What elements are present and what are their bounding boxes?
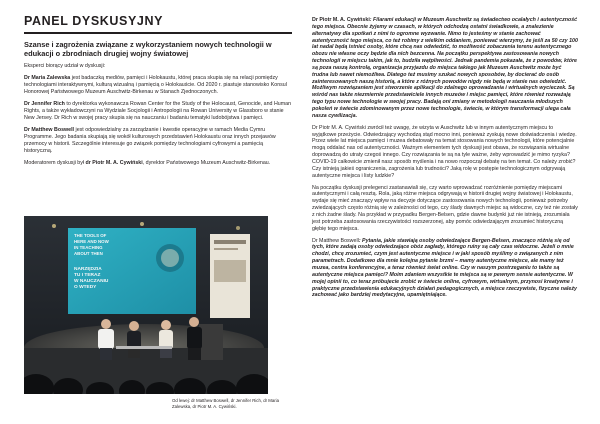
panelist-bio: to dyrektorka wykonawcza Rowan Center for the Study of the Holocaust, Genocide, and Human Rights, a także wykładowczyni na Wydziale Socjologii i Antropologii na Rowan University w Glassboro w stanie New Jersey. Dr Rich w swojej pracy skupia się na nauczaniu i badaniu tematyki ludobójstwa i pamięci.: [24, 101, 292, 121]
screen-text: NARZĘDZIA: [74, 267, 102, 272]
right-column: [312, 17, 578, 304]
screen-text: TU I TERAZ: [74, 273, 101, 278]
quote-text: : Filarami edukacji w Muzeum Auschwitz są świadectwo ocalałych i autentyczność tego miejsca. Obecnie żyjemy w czasach, w których odchodzą ostatni świadkowie, a znalezienie alternatywy dla spotkań z nimi to ogromne wyzwanie. Nimo to jesteśmy w stanie zachować autentyczność tego miejsca, co też robimy z wielkim oddaniem, poniewać wierzymy, że jeśli za 50 czy 100 lat nadal będą istnieć osoby, które chcą nas odwiedzić, to możliwość zobaczenia terenu autentycznego obozu nie własne oczy będzie dla nich bezcenna. Na początku perspektywa zastosowania nowych technologii w miejscu takim, jak to, budziła wątpliwości. Jednak pandemia pokazała, że z powodów, które są poza naszą kontrolą, organizacja przyjazdu do miejsca takiego jak Muzeum Auschwitz może być trudna lub nawet niemożliwa. Dlatego też musimy szukać nowych sposobów, by docierać do osób zainteresowanych naszą historią, a które z różnych powodów nigdy nie będą w stanie nas odwiedzić. Możliwym rozwiązaniem jest stworzenie aplikacji do zdalnego oprowadzania i wirtualnych wycieczek. Są wśród nas także niezmiernie przedstawiciele innych muzeów i miejsc pamięci, które również rozważają tego typu nowe technologie w swojej pracy. Badają oni zmiany w metodologii nauczania młodszych pokoleń w świecie zdominowanym przez nowe technologie, świecie, w którym transformacji ulega cała nasza cywilizacja.: [312, 17, 578, 119]
screen-text: O WTEDY: [74, 285, 97, 290]
photo-caption: Od lewej: dr Matthew Boswell, dr Jennifer Rich, dr Maria Zalewska, dr Piotr M. A. Cywiński.: [172, 398, 279, 409]
article-subtitle: Szanse i zagrożenia związane z wykorzystaniem nowych technologii w edukacji o zbrodniach drugiej wojny światowej: [24, 39, 272, 58]
panel-photo: [24, 216, 268, 394]
panelist-bio-rich: [24, 101, 292, 122]
quote-boswell: [312, 238, 578, 300]
body-paragraph: Na początku dyskusji prelegenci zastanawiali się, czy warto wprowadzać rozróżnienie pomiędzy miejscami autentycznymi i całą resztą. Rola, jaką różne miejsca odgrywają w historii drugiej wojny światowej i Holokaustu, wydaje się mieć znaczący wpływ na decyzje dotyczące zastosowania nowych technologii, ponieważ potrzeby zwiedzających często różnią się w zależności od tego, czy ślady dawnych miejsc są widoczne, czy też nie zostały z nich żadne ślady. Na przykład w przypadku Bergen-Belsen, gdzie dawne budynki już nie istnieją, zrozumiała jest potrzeba zastosowania rzeczywistości rozszerzonej, aby pomóc odwiedzającym zrozumieć historyczną głębię tego miejsca.: [312, 184, 578, 232]
speaker-name: Dr Matthew Boswell: [312, 237, 359, 244]
panelist-figure: [127, 321, 141, 358]
panelist-bio: jest odpowiedzialny za zarządzanie i kwestie operacyjne w ramach Media Cymru Programme. Jego badania skupiają się wokół kulturowych przedstawień Holokaustu oraz innych przejawów przemocy w historii. Szczególnie interesuje go związek pomiędzy technologiami cyfrowymi a pamięcią historyczną.: [24, 127, 276, 154]
speaker-name: Dr Piotr M. A. Cywiński: [312, 17, 370, 23]
moderator-name: dr Piotr M. A. Cywiński: [85, 160, 143, 167]
panelist-bio-boswell: [24, 127, 292, 155]
body-paragraph: Dr Piotr M. A. Cywiński zwrócił też uwagę, że wizyta w Auschwitz lub w innym autentycznym miejscu to wyjątkowe przeżycie. Odwiedzający wychodzą stąd mocno inni, ponieważ zyskują nowe doświadczenia i wiedzę. Przez wiele lat miejsca pamięci i muzea debatowały na temat stosowania nowych technologii, które potencjalnie mogą oddalać nas od autentyczności. Ważnym elementem tych dyskusji jest obawa, że rozwiązania wirtualne doprowadzą do utraty czegoś innego. Czy rozwiązania te są na tyle ważne, żeby wprowadzić je mimo ryzyka? COVID-19 całkowicie zmienił nasz sposób myślenia i na nowo rozpoczął debatę na ten temat. Co należy zrobić? Czy istnieją jakieś ograniczenia, zagrożenia lub trudności? Jaką rolę w postępie technologicznym odgrywają autentyczne miejsca i listy ludzkie?: [312, 124, 577, 179]
panelist-name: Dr Jennifer Rich: [24, 101, 65, 108]
panelist-name: Dr Matthew Boswell: [24, 127, 75, 134]
title-rule: [24, 32, 292, 34]
moderator-note: [24, 160, 292, 167]
panelist-bio-zalewska: [24, 75, 292, 96]
moderator-suffix: , dyrektor Państwowego Muzeum Auschwitz-Birkenau.: [142, 160, 271, 167]
quote-text: : Pytania, jakie stawiają osoby odwiedzające Bergen-Belsen, znacząco różnią się od tych, które zadają osoby odwiedzające obóz zagłady, którego ruiny są cały czas widoczne. Jeżeli o mnie chodzi, chcę zrozumieć, czym jest autentyczne miejsce i w jaki sposób myślimy o związanych z nim parametrach. Dodatkowo dla mnie kolejna pytanie brzmi – mamy autentyczne miejsce, ale mamy też muzea, centra konferencyjne, a teraz również świat online. Czy w naszym postrzeganiu to także są autentyczne miejsca pamięci? Moim zdaniem wszystkie te miejsca są w pewnym sensie autentyczne. W mojej opinii to, co teraz próbujecie zrobić w świecie online, cyfrowym, wirtualnym, przynosi kreatywne i praktyczne przedstawienia edukacyjnych działań pedagogicznych, a miejsce rzeczywiste, fizyczne należy zachować jako bardziej medytacyjne, upamiętniające.: [312, 237, 577, 299]
left-column: [24, 14, 292, 172]
screen-text: ABOUT THEN: [74, 251, 103, 256]
panelist-figure: [159, 320, 173, 358]
panel-photo-illustration: [24, 216, 268, 394]
quote-cywinski: [312, 17, 578, 120]
section-title: PANEL DYSKUSYJNY: [24, 14, 164, 28]
intro-lead: Eksperci biorący udział w dyskusji:: [24, 62, 106, 69]
moderator-prefix: Moderatorem dyskusji był: [24, 160, 86, 167]
panelist-name: Dr Maria Zalewska: [24, 75, 71, 82]
screen-text: HERE AND NOW: [74, 239, 109, 244]
screen-text: IN TEACHING: [74, 245, 103, 250]
panelist-bio: jest badaczką mediów, pamięci i Holokaustu, której praca skupia się na relacji pomiędzy technologiami interaktywnymi, kulturą wizualną i pamięcią o Holokauście. Od 2020 r. piastuje stanowisko Konsul Honorowej Państwowego Muzeum Auschwitz-Birkenau w Stanach Zjednoczonych.: [24, 75, 287, 95]
screen-text: W NAUCZANIU: [74, 279, 109, 284]
screen-text: THE TOOLS OF: [74, 233, 107, 238]
